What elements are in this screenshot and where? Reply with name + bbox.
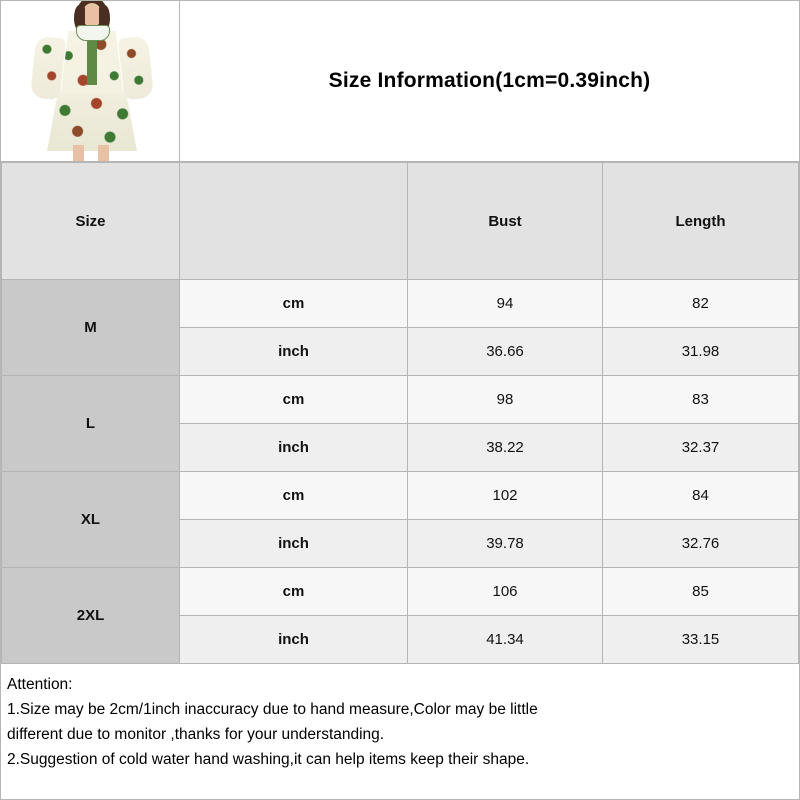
unit-cm-l: cm — [180, 376, 408, 424]
attention-line-1b: different due to monitor ,thanks for your understanding. — [7, 726, 385, 744]
product-thumbnail-cell — [1, 1, 180, 161]
model-leg-left — [73, 145, 84, 161]
dress-skirt — [47, 93, 137, 151]
size-label-m: M — [2, 280, 180, 376]
floral-dress-illustration — [25, 1, 157, 161]
length-inch-m: 31.98 — [603, 328, 799, 376]
unit-inch-xl: inch — [180, 520, 408, 568]
table-header-row — [2, 163, 799, 280]
model-leg-right — [98, 145, 109, 161]
table-row — [2, 568, 799, 616]
unit-cm-m: cm — [180, 280, 408, 328]
dress-sleeve-left — [30, 36, 66, 101]
length-inch-2xl: 33.15 — [603, 616, 799, 664]
header-length: Length — [603, 163, 799, 280]
header-bust: Bust — [408, 163, 603, 280]
dress-placket — [87, 37, 97, 85]
size-label-l: L — [2, 376, 180, 472]
chart-title-cell — [180, 1, 799, 161]
unit-inch-l: inch — [180, 424, 408, 472]
bust-inch-xl: 39.78 — [408, 520, 603, 568]
header-band — [1, 1, 799, 162]
length-inch-l: 32.37 — [603, 424, 799, 472]
attention-note — [1, 664, 799, 772]
attention-title: Attention: — [7, 676, 73, 693]
dress-sleeve-right — [118, 36, 154, 101]
dress-collar — [76, 25, 110, 41]
attention-line-1: 1.Size may be 2cm/1inch inaccuracy due to hand measure,Color may be little — [7, 701, 538, 719]
table-row — [2, 472, 799, 520]
length-cm-m: 82 — [603, 280, 799, 328]
header-unit — [180, 163, 408, 280]
unit-cm-2xl: cm — [180, 568, 408, 616]
bust-inch-2xl: 41.34 — [408, 616, 603, 664]
length-cm-2xl: 85 — [603, 568, 799, 616]
length-cm-l: 83 — [603, 376, 799, 424]
bust-cm-2xl: 106 — [408, 568, 603, 616]
bust-cm-m: 94 — [408, 280, 603, 328]
bust-cm-xl: 102 — [408, 472, 603, 520]
unit-inch-2xl: inch — [180, 616, 408, 664]
size-table — [1, 162, 799, 664]
bust-cm-l: 98 — [408, 376, 603, 424]
size-label-2xl: 2XL — [2, 568, 180, 664]
table-row — [2, 376, 799, 424]
bust-inch-m: 36.66 — [408, 328, 603, 376]
header-size: Size — [2, 163, 180, 280]
size-label-xl: XL — [2, 472, 180, 568]
table-row — [2, 280, 799, 328]
unit-cm-xl: cm — [180, 472, 408, 520]
unit-inch-m: inch — [180, 328, 408, 376]
bust-inch-l: 38.22 — [408, 424, 603, 472]
attention-line-2: 2.Suggestion of cold water hand washing,it can help items keep their shape. — [7, 751, 530, 769]
length-cm-xl: 84 — [603, 472, 799, 520]
length-inch-xl: 32.76 — [603, 520, 799, 568]
page-title: Size Information(1cm=0.39inch) — [328, 69, 651, 92]
